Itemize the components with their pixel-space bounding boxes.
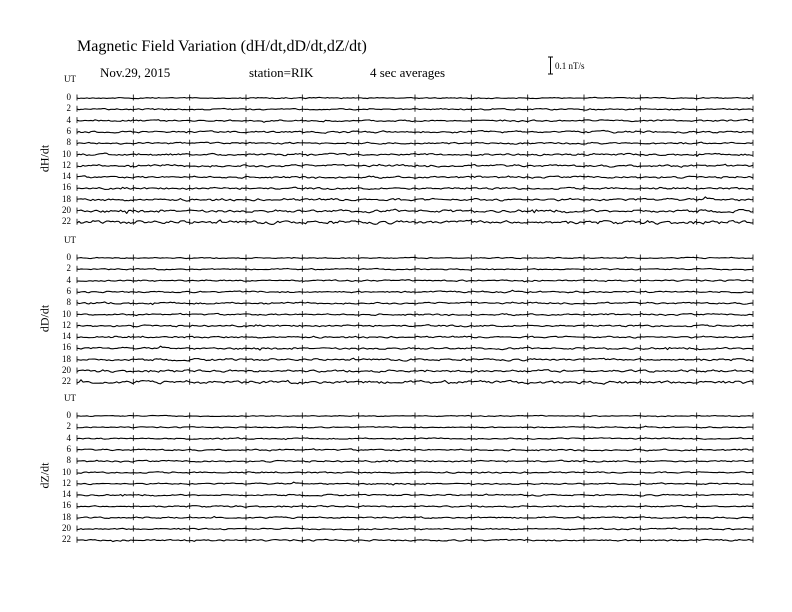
- row-label: 10: [62, 466, 71, 477]
- row-label: 8: [66, 137, 71, 148]
- row-label: 12: [62, 319, 71, 330]
- row-label: 22: [62, 216, 71, 227]
- row-label: 0: [66, 252, 71, 262]
- component-label-dh: dH/dt: [37, 144, 52, 173]
- row-label: 2: [66, 263, 71, 274]
- averaging-label: 4 sec averages: [370, 65, 446, 80]
- row-label: 8: [66, 455, 71, 466]
- row-label: 22: [62, 534, 71, 545]
- row-label: 14: [62, 489, 71, 500]
- row-label: 16: [62, 182, 71, 193]
- row-label: 12: [62, 159, 71, 170]
- scale-label: 0.1 nT/s: [555, 61, 585, 71]
- row-label: 14: [62, 171, 71, 182]
- ut-axis-label-dh: UT: [64, 74, 76, 84]
- row-label: 16: [62, 500, 71, 511]
- panel-dh-dt: [77, 95, 753, 225]
- row-label: 18: [62, 353, 71, 364]
- component-label-dd: dD/dt: [37, 304, 52, 333]
- station-label: station=RIK: [249, 65, 314, 80]
- row-label: 12: [62, 477, 71, 488]
- panel-dd-dt: [77, 255, 753, 385]
- row-label: 6: [66, 125, 71, 136]
- row-label: 18: [62, 511, 71, 522]
- row-label: 8: [66, 297, 71, 308]
- panel-dz-dt: [77, 413, 753, 543]
- row-label: 20: [62, 365, 71, 375]
- ut-axis-label-dz: UT: [64, 393, 76, 403]
- trace-line: [77, 97, 753, 98]
- row-label: 20: [62, 205, 71, 215]
- page-title: Magnetic Field Variation (dH/dt,dD/dt,dZ/dt): [77, 38, 367, 55]
- row-label: 6: [66, 443, 71, 454]
- ut-axis-label-dd: UT: [64, 235, 76, 245]
- row-label: 4: [66, 432, 71, 443]
- row-label: 18: [62, 193, 71, 204]
- row-label: 2: [66, 421, 71, 432]
- row-label: 10: [62, 308, 71, 319]
- date-label: Nov.29, 2015: [100, 65, 171, 80]
- row-label: 20: [62, 523, 71, 533]
- row-label: 0: [66, 92, 71, 102]
- row-label: 14: [62, 331, 71, 342]
- row-label: 22: [62, 376, 71, 387]
- component-label-dz: dZ/dt: [37, 462, 52, 489]
- row-label: 6: [66, 285, 71, 296]
- row-label: 2: [66, 103, 71, 114]
- row-label: 4: [66, 274, 71, 285]
- row-label: 10: [62, 148, 71, 159]
- row-label: 16: [62, 342, 71, 353]
- row-label: 0: [66, 410, 71, 420]
- row-label: 4: [66, 114, 71, 125]
